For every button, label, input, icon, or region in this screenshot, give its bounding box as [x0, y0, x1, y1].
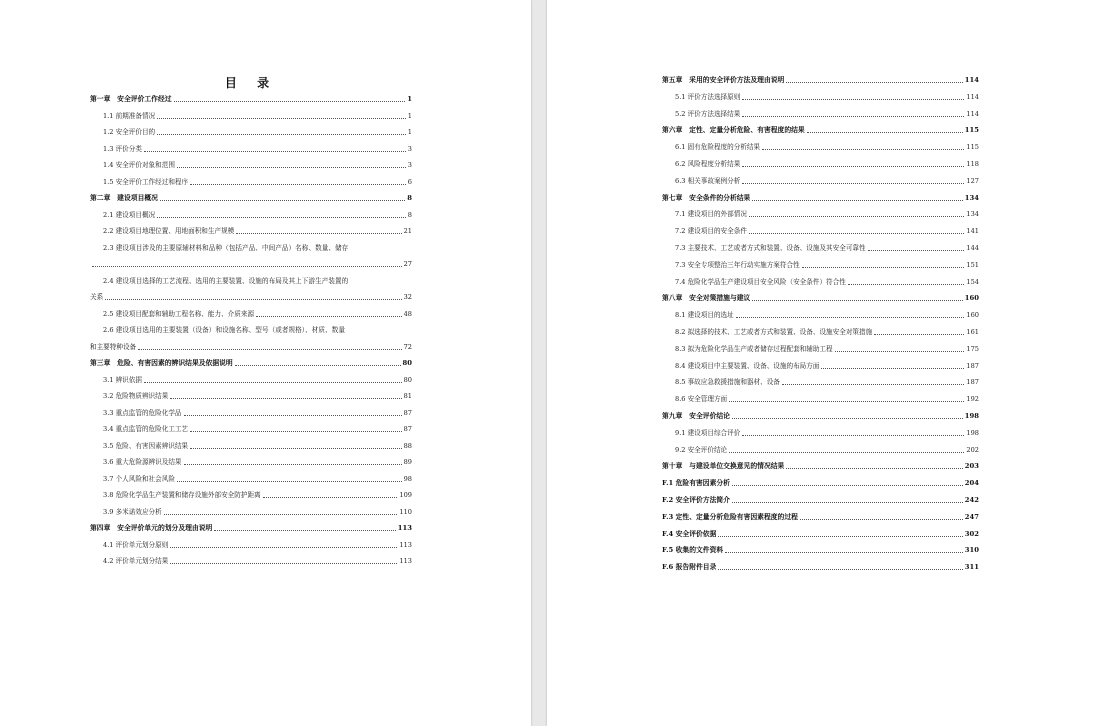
toc-entry[interactable]: [662, 376, 979, 388]
toc-chapter-entry[interactable]: [90, 93, 412, 105]
toc-page-number: 160: [964, 294, 979, 303]
toc-leader-dots: [718, 568, 962, 570]
toc-leader-dots: [786, 81, 962, 83]
toc-entry-label: 3.4 重点监管的危险化工工艺: [103, 425, 189, 433]
toc-page-number: 114: [966, 109, 979, 118]
toc-leader-dots: [184, 414, 402, 416]
toc-page-number: 311: [964, 563, 979, 572]
toc-page-number: 198: [966, 428, 979, 437]
toc-entry-label: 3.6 重大危险源辨识及结果: [103, 458, 182, 466]
toc-entry-label: 8.5 事故应急救援措施和器材、设备: [675, 378, 780, 387]
toc-leader-dots: [235, 364, 401, 366]
toc-chapter-entry[interactable]: [662, 74, 979, 86]
toc-entry-label: 5.1 评价方法选择原则: [675, 92, 741, 101]
toc-page-number: 113: [399, 540, 412, 549]
toc-entry[interactable]: [90, 456, 412, 468]
toc-entry-label: 3.7 个人风险和社会风险: [103, 474, 175, 483]
toc-chapter-entry[interactable]: [662, 561, 979, 573]
toc-page-number: 134: [964, 193, 979, 202]
toc-page-number: 114: [964, 76, 979, 84]
toc-page-number: 98: [403, 474, 412, 483]
toc-page-number: 8: [407, 194, 412, 202]
toc-leader-dots: [752, 299, 962, 301]
toc-entry-label: 3.2 危险物质辨识结果: [103, 392, 169, 400]
toc-entry-label: 6.3 相关事故案例分析: [675, 176, 741, 185]
toc-entry-label: 3.5 危险、有害因素辨识结果: [103, 441, 189, 450]
toc-chapter-entry[interactable]: [662, 124, 979, 136]
toc-entry[interactable]: [90, 440, 412, 452]
toc-leader-dots: [749, 232, 964, 234]
toc-page-number: 1: [407, 95, 412, 103]
toc-entry[interactable]: [90, 143, 412, 155]
toc-leader-dots: [170, 397, 401, 399]
toc-page-number: 21: [403, 227, 412, 235]
toc-entry[interactable]: [90, 176, 412, 188]
toc-leader-dots: [157, 216, 406, 218]
toc-leader-dots: [184, 463, 402, 465]
toc-entry-label: 3.8 危险化学品生产装置和储存设施外部安全防护距离: [103, 491, 261, 499]
toc-chapter-entry[interactable]: [90, 357, 412, 369]
toc-page-number: 187: [966, 378, 979, 387]
toc-entry-label: 7.2 建设项目的安全条件: [675, 227, 747, 236]
toc-page-number: 160: [966, 311, 979, 320]
toc-entry[interactable]: [90, 324, 412, 336]
toc-leader-dots: [732, 417, 963, 419]
toc-entry-label: 4.2 评价单元划分结果: [103, 557, 169, 565]
toc-entry-label: 和主要特种设备: [90, 342, 137, 351]
toc-entry-label: 1.3 评价分类: [103, 144, 142, 153]
document-page-left: [0, 0, 531, 726]
toc-entry[interactable]: [90, 539, 412, 551]
toc-entry-label: F.4 安全评价依据: [662, 529, 717, 538]
toc-entry-label: 第一章 安全评价工作经过: [90, 95, 172, 103]
toc-leader-dots: [786, 467, 962, 469]
toc-leader-dots: [800, 518, 963, 520]
toc-entry-label: 1.5 安全评价工作经过和程序: [103, 177, 189, 186]
toc-page-number: 87: [403, 425, 412, 433]
toc-entry[interactable]: [662, 108, 979, 120]
toc-leader-dots: [742, 165, 964, 167]
toc-entry[interactable]: [662, 393, 979, 405]
toc-entry-label: 4.1 评价单元划分原则: [103, 540, 169, 549]
toc-entry[interactable]: [662, 427, 979, 439]
toc-leader-dots: [138, 348, 401, 350]
toc-page-number: 154: [966, 277, 979, 286]
toc-leader-dots: [742, 115, 964, 117]
toc-page-number: 27: [403, 260, 412, 268]
toc-entry-label: 3.9 多米诺效应分析: [103, 507, 162, 516]
toc-entry[interactable]: [662, 259, 979, 271]
toc-entry[interactable]: [90, 390, 412, 402]
toc-leader-dots: [807, 131, 963, 133]
toc-leader-dots: [214, 529, 395, 531]
toc-entry-label: 6.2 风险程度分析结果: [675, 160, 741, 168]
toc-page-number: 144: [966, 244, 979, 252]
toc-entry-label: 第三章 危险、有害因素的辨识结果及依据说明: [90, 359, 233, 367]
toc-page-number: 202: [966, 445, 979, 454]
toc-entry-label: 第五章 采用的安全评价方法及理由说明: [662, 76, 785, 84]
toc-page-number: 8: [407, 210, 412, 219]
toc-page-number: 114: [966, 92, 979, 101]
toc-page-number: 113: [397, 524, 412, 532]
toc-entry-label: 7.3 安全专项整治三年行动实施方案符合性: [675, 260, 800, 269]
toc-page-number: 1: [407, 128, 412, 136]
toc-leader-dots: [742, 182, 964, 184]
toc-page-number: 203: [964, 462, 979, 471]
toc-leader-dots: [177, 480, 402, 482]
toc-chapter-entry[interactable]: [662, 528, 979, 540]
toc-entry-label: 9.1 建设项目综合评价: [675, 428, 741, 437]
toc-page-number: 3: [407, 144, 412, 153]
toc-entry[interactable]: [662, 141, 979, 153]
toc-entry[interactable]: [90, 423, 412, 435]
toc-entry-label: F.3 定性、定量分析危险有害因素程度的过程: [662, 512, 798, 521]
toc-page-number: 1: [407, 111, 412, 120]
toc-entry[interactable]: [90, 291, 412, 303]
toc-leader-dots: [177, 166, 406, 168]
toc-entry[interactable]: [662, 175, 979, 187]
toc-entry-label: 2.1 建设项目概况: [103, 210, 156, 219]
toc-page-number: 161: [966, 328, 979, 336]
toc-page-number: 48: [403, 309, 412, 318]
toc-entry-label: 2.2 建设项目地理位置、用地面积和生产规模: [103, 227, 235, 235]
toc-page-number: 115: [964, 126, 979, 135]
toc-leader-dots: [144, 381, 402, 383]
toc-chapter-entry[interactable]: [662, 477, 979, 489]
toc-entry[interactable]: [662, 158, 979, 170]
toc-entry-label: 第四章 安全评价单元的划分及理由说明: [90, 524, 213, 532]
toc-page-number: 72: [403, 342, 412, 351]
toc-leader-dots: [742, 434, 964, 436]
toc-entry[interactable]: [90, 308, 412, 320]
toc-leader-dots: [835, 350, 965, 352]
toc-entry[interactable]: [90, 126, 412, 138]
toc-entry-label: 7.3 主要技术、工艺或者方式和装置、设备、设施及其安全可靠性: [675, 244, 866, 252]
toc-page-number: 204: [964, 479, 979, 488]
toc-entry[interactable]: [90, 110, 412, 122]
toc-entry-label: F.2 安全评价方法简介: [662, 496, 730, 504]
toc-entry[interactable]: [90, 555, 412, 567]
toc-leader-dots: [762, 148, 964, 150]
toc-chapter-entry[interactable]: [662, 494, 979, 506]
toc-leader-dots: [236, 232, 401, 234]
toc-entry[interactable]: [90, 341, 412, 353]
document-page-right: [547, 0, 1104, 726]
toc-leader-dots: [732, 501, 963, 503]
toc-leader-dots: [170, 562, 397, 564]
toc-chapter-entry[interactable]: [662, 460, 979, 472]
toc-page-number: 89: [403, 458, 412, 466]
toc-leader-dots: [256, 315, 402, 317]
toc-leader-dots: [164, 513, 398, 515]
toc-leader-dots: [190, 430, 401, 432]
toc-page-number: 198: [964, 412, 979, 420]
toc-entry[interactable]: [662, 360, 979, 372]
toc-entry[interactable]: [662, 225, 979, 237]
toc-entry[interactable]: [90, 258, 412, 270]
toc-entry-label: 第八章 安全对策措施与建议: [662, 294, 751, 303]
toc-chapter-entry[interactable]: [662, 511, 979, 523]
toc-chapter-entry[interactable]: [662, 544, 979, 556]
toc-leader-dots: [729, 400, 964, 402]
toc-chapter-entry[interactable]: [662, 192, 979, 204]
toc-entry-label: 第七章 安全条件的分析结果: [662, 193, 751, 202]
toc-page-number: 6: [407, 177, 412, 186]
toc-entry-label: 8.4 建设项目中主要装置、设备、设施的布局方面: [675, 361, 820, 370]
toc-page-number: 115: [966, 143, 979, 152]
toc-leader-dots: [718, 535, 962, 537]
toc-entry-label: F.6 报告附件目录: [662, 563, 717, 572]
toc-entry[interactable]: [90, 506, 412, 518]
toc-entry[interactable]: [90, 159, 412, 171]
toc-entry[interactable]: [662, 242, 979, 254]
toc-page-number: 110: [399, 507, 412, 516]
toc-page-number: 310: [964, 546, 979, 555]
toc-page-number: 81: [403, 392, 412, 400]
toc-leader-dots: [742, 98, 964, 100]
toc-leader-dots: [157, 133, 406, 135]
toc-entry-label: 8.6 安全管理方面: [675, 395, 728, 404]
toc-leader-dots: [170, 546, 397, 548]
toc-leader-dots: [782, 383, 965, 385]
toc-entry-label: 2.4 建设项目选择的工艺流程、选用的主要装置、设施的布局及其上下游生产装置的: [103, 276, 349, 285]
toc-entry-label: 8.3 拟为危险化学品生产或者储存过程配套和辅助工程: [675, 344, 833, 353]
toc-entry-label: 第十章 与建设单位交换意见的情况结果: [662, 462, 785, 471]
toc-entry-label: 2.6 建设项目选用的主要装置（设备）和设施名称、型号（或者规格）、材质、数量: [103, 326, 346, 334]
toc-page-number: 32: [403, 293, 412, 301]
toc-page-number: 187: [966, 361, 979, 370]
toc-page-number: 151: [966, 260, 979, 269]
toc-leader-dots: [174, 100, 406, 102]
toc-entry-label: 第九章 安全评价结论: [662, 412, 730, 420]
toc-page-number: 247: [964, 512, 979, 521]
toc-entry-label: 1.1 前期准备情况: [103, 111, 156, 120]
toc-leader-dots: [868, 249, 965, 251]
toc-entry-label: F.1 危险有害因素分析: [662, 479, 730, 488]
toc-entry-label: 5.2 评价方法选择结果: [675, 109, 741, 118]
toc-leader-dots: [802, 266, 965, 268]
toc-leader-dots: [848, 283, 965, 285]
toc-page-number: 134: [966, 210, 979, 219]
toc-entry[interactable]: [90, 473, 412, 485]
toc-leader-dots: [736, 316, 965, 318]
toc-entry-label: 3.1 辨识依据: [103, 375, 142, 384]
toc-entry[interactable]: [662, 444, 979, 456]
toc-entry[interactable]: [662, 208, 979, 220]
toc-chapter-entry[interactable]: [662, 292, 979, 304]
toc-leader-dots: [263, 496, 398, 498]
toc-entry-label: 2.3 建设项目涉及的主要原辅材料和品种（包括产品、中间产品）名称、数量、储存: [103, 243, 349, 252]
toc-entry-label: 2.5 建设项目配套和辅助工程名称、能力、介质来源: [103, 309, 255, 318]
toc-entry-label: 7.1 建设项目的外部情况: [675, 210, 747, 219]
toc-page-number: 192: [966, 395, 979, 404]
toc-page-number: 242: [964, 496, 979, 504]
toc-leader-dots: [144, 150, 406, 152]
toc-leader-dots: [190, 447, 401, 449]
toc-chapter-entry[interactable]: [90, 192, 412, 204]
toc-entry-label: 1.2 安全评价目的: [103, 128, 156, 136]
toc-entry[interactable]: [662, 91, 979, 103]
toc-page-number: 141: [966, 227, 979, 236]
toc-page-number: 88: [403, 441, 412, 450]
toc-leader-dots: [160, 199, 405, 201]
toc-entry[interactable]: [90, 275, 412, 287]
toc-entry[interactable]: [662, 326, 979, 338]
toc-leader-dots: [92, 265, 402, 267]
toc-leader-dots: [729, 451, 964, 453]
toc-title: 目 录: [224, 76, 278, 90]
toc-leader-dots: [190, 183, 406, 185]
toc-entry[interactable]: [662, 343, 979, 355]
toc-entry-label: 6.1 固有危险程度的分析结果: [675, 143, 761, 152]
toc-page-number: 302: [964, 529, 979, 538]
toc-page-number: 175: [966, 344, 979, 353]
toc-chapter-entry[interactable]: [90, 522, 412, 534]
toc-leader-dots: [821, 367, 964, 369]
toc-leader-dots: [752, 199, 962, 201]
toc-entry[interactable]: [662, 276, 979, 288]
toc-page-number: 109: [399, 491, 412, 499]
toc-entry[interactable]: [90, 225, 412, 237]
toc-page-number: 113: [399, 557, 412, 565]
toc-entry-label: 8.1 建设项目的选址: [675, 311, 734, 320]
toc-entry[interactable]: [90, 489, 412, 501]
toc-entry-label: 第二章 建设项目概况: [90, 194, 158, 202]
toc-entry[interactable]: [662, 309, 979, 321]
toc-page-number: 118: [966, 160, 979, 168]
toc-entry-label: 1.4 安全评价对象和范围: [103, 161, 175, 169]
toc-entry-label: F.5 收集的文件资料: [662, 546, 724, 555]
toc-leader-dots: [874, 333, 964, 335]
toc-leader-dots: [732, 484, 963, 486]
toc-entry-label: 8.2 拟选择的技术、工艺或者方式和装置、设备、设施安全对策措施: [675, 328, 873, 336]
toc-page-number: 127: [966, 176, 979, 185]
toc-leader-dots: [105, 298, 401, 300]
toc-page-number: 3: [407, 161, 412, 169]
toc-entry[interactable]: [90, 374, 412, 386]
toc-page-number: 80: [403, 375, 412, 384]
toc-entry-label: 9.2 安全评价结论: [675, 445, 728, 454]
toc-entry-label: 3.3 重点监管的危险化学品: [103, 408, 182, 417]
toc-entry[interactable]: [90, 209, 412, 221]
toc-entry-label: 关系: [90, 293, 104, 301]
toc-leader-dots: [725, 551, 963, 553]
toc-leader-dots: [749, 215, 964, 217]
toc-entry-label: 第六章 定性、定量分析危险、有害程度的结果: [662, 126, 805, 135]
toc-page-number: 80: [402, 359, 412, 367]
toc-entry[interactable]: [90, 407, 412, 419]
toc-leader-dots: [157, 117, 406, 119]
toc-chapter-entry[interactable]: [662, 410, 979, 422]
toc-entry-label: 7.4 危险化学品生产建设项目安全风险（安全条件）符合性: [675, 277, 846, 286]
toc-entry[interactable]: [90, 242, 412, 254]
toc-page-number: 87: [403, 408, 412, 417]
